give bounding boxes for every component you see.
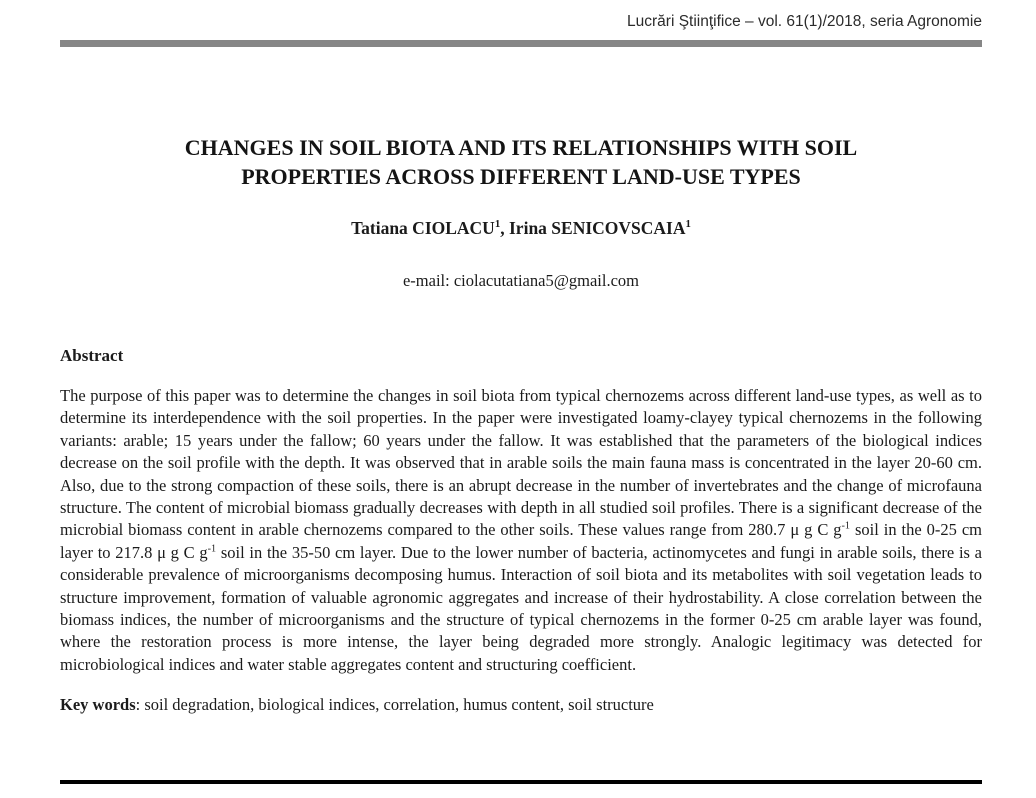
email-line: e-mail: ciolacutatiana5@gmail.com [402, 271, 640, 290]
keywords-line [60, 694, 982, 715]
abstract-text: The purpose of this paper was to determine the changes in soil biota from typical chernozems across different land-use types, as well as to determine its interdependence with the soil properties. In the paper were investigated loamy-clayey typical chernozems in the following variants: arable; 15 years under the fallow; 60 years under the fallow. It was established that the parameters of the biological indices decrease on the soil profile with the depth. It was observed that in arable soils the main fauna mass is concentrated in the layer 20-60 cm. Also, due to the strong compaction of these soils, there is an abrupt decrease in the number of invertebrates and the change of microfauna structure. The content of microbial biomass gradually decreases with depth in all studied soil profiles. There is a significant decrease of the microbial biomass content in arable chernozems compared to the other soils. These values range from 280.7 μ g C $g^{-1}$ soil in the 0-25 cm layer to 217.8 μ g C $g^{-1}$ soil in the 35-50 cm layer. Due to the lower number of bacteria, actinomycetes and fungi in arable soils, there is a considerable prevalence of microorganisms decomposing humus. Interaction of soil biota and its metabolites with soil vegetation leads to structure improvement, formation of valuable agronomic aggregates and increase of their hydrostability. A close correlation between the biomass indices, the number of microorganisms and the structure of typical chernozems in the former 0-25 cm arable layer was found, where the restoration process is more intense, the layer being degraded more strongly. Analogic legitimacy was detected for microbiological indices and water stable aggregates content and structuring coefficient. [60, 386, 983, 674]
paper-title [60, 133, 982, 191]
keywords-text: : soil degradation, biological indices, correlation, humus content, soil structure [135, 695, 654, 715]
abstract-heading: Abstract [60, 346, 124, 365]
keywords-label: Key words [60, 695, 136, 715]
header-rule-divider [60, 40, 982, 47]
journal-header: Lucrări Ştiinţifice – vol. 61(1)/2018, seria Agronomie [627, 13, 982, 30]
authors-line: Tatiana CIOLACU$^1$, Irina SENICOVSCAIA$^1$ [351, 218, 691, 238]
paper-title-line-1: CHANGES IN SOIL BIOTA AND ITS RELATIONSHIPS WITH SOIL [184, 135, 858, 160]
paper-title-line-2: PROPERTIES ACROSS DIFFERENT LAND-USE TYPES [241, 164, 801, 189]
footer-rule-divider [60, 780, 982, 784]
